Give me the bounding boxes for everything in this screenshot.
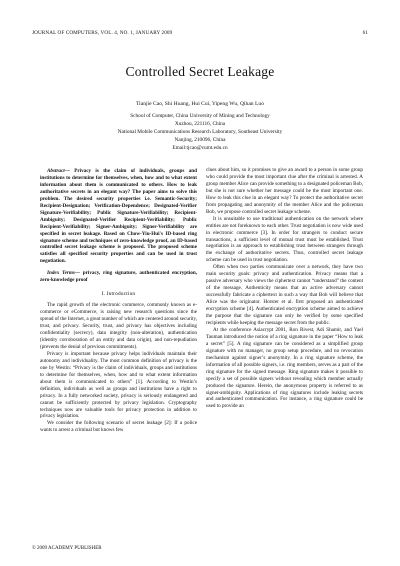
affiliation-city-2: Nanjing, 210096, China [174,137,226,143]
index-terms-label: Index Terms— [47,270,81,277]
running-header [32,30,368,36]
author-list: Tianjie Cao, Shi Huang, Hui Cui, Yipeng Wu, Qihan Luo [135,101,265,107]
body-paragraph: It is unsuitable to use traditional authentication on the network where entities are not foreknown to each other. Trust negotiation is now wide used in electronic commerce [3]. In order for strangers to conduct secure transactions, a sufficient level of mutual trust must be established. Trust negotiation is an approach to establishing trust between strangers through the exchange of authoritative secrets. Thus, controlled secret leakage scheme can be used in trust negotiation. [206,215,363,264]
left-column [40,168,197,434]
body-paragraph: We consider the following scenario of secret leakage [2]: If a police wants to arrest a criminal but knows few [40,420,197,434]
body-paragraph: Often when two parties communicate over a network, they have two main security goals: privacy and authentication. Privacy means that a passive adversary who views the ciphertext cannot “understand” the content of the message. Authenticity means that an active adversary cannot successfully fabricate a ciphertext in such a way that Bob will believe that Alice was the originator. Horster et al. first proposed an authenticated encryption scheme [4]. Authenticated encryption scheme aimed to achieve the purpose that the signature can only be verified by some specified recipients while keeping the message secret from the public. [206,264,363,326]
index-terms-text: privacy, ring signature, authenticated encryption, zero-knowledge proof [40,270,198,284]
affiliation-school: School of Computer, China University of Mining and Technology [130,113,270,119]
affiliation-city-1: Xuzhou, 221116, China [174,121,226,127]
copyright-footer: © 2009 ACADEMY PUBLISHER [32,546,102,551]
author-email: Email:tjcao@cumt.edu.cn [172,145,228,151]
body-paragraph: The rapid growth of the electronic commerce, commonly known as e-commerce or eCommerce, is raising new research questions since the spread of the Internet, a great number of which are centered around security, trust, and privacy. Security, trust, and privacy has objectives including confidentiality (secrecy), data integrity (non-alteration), authentication (identity corroboration of an entity and data origin), and non-repudiation (prevents the denial of previous commitments). [40,302,197,350]
body-paragraph: clues about him, so it promises to give an award to a person in some group who could provide the most important clue after the criminal is arrested. A group member Alice can provide something to a designated policeman Bob, but she is not sure whether her message could be the most important one. How to leak this clue in an elegant way? To protect the authoritative secret from propagating and anonymity of the member Alice and the policeman Bob, we propose controlled secret leakage scheme. [206,167,363,215]
abstract-label: Abstract— [47,168,70,174]
right-column [206,167,363,410]
abstract [40,168,197,265]
journal-citation: JOURNAL OF COMPUTERS, VOL. 4, NO. 1, JANUARY 2009 [32,30,173,36]
section-heading-introduction: I. Introduction [101,291,136,298]
abstract-text: Privacy is the claim of individuals, groups and institutions to determine for themselves, when, how and to what extent information about them is communicated to others. How to leak authoritative secrets in an elegant way? The paper aims to solve this problem. The desired security properties i.e. Semantic-Security; Recipient-Designation; Verification-Dependence; Designated-Verifier Signature-Verifiability; Public Signature-Verifiability; Recipient-Ambiguity; Designated-Verifier Recipient-Verifiability; Public Recipient-Verifiability; Signer-Ambiguity; Signer-Verifiability are specified in secret leakage. Based on Chow-Yiu-Hui's ID-based ring signature scheme and techniques of zero-knowledge proof, an ID-based controlled secret leakage scheme is proposed. The proposed scheme satisfies all specified security properties and can be used in trust negotiation. [40,168,197,265]
index-terms [40,270,197,284]
body-paragraph: Privacy is important because privacy helps individuals maintain their autonomy and individuality. The most common definition of privacy is the one by Westin: “Privacy is the claim of individuals, groups and institutions to determine for themselves, when, how and to what extent information about them is communicated to others” [1]. According to Westin’s definition, individuals as well as groups and institutions have a right to privacy. In a fully networked society, privacy is seriously endangered and cannot be sufficiently protected by privacy legislation. Cryptography techniques now are valuable tools for privacy protection in addition to privacy legislation. [40,350,197,420]
page-number: 61 [362,30,368,36]
affiliation-lab: National Mobile Communications Research Laboratory, Southeast University [117,129,283,135]
body-paragraph: At the conference Asiacrypt 2001, Ron Rivest, Adi Shamir, and Yael Tauman introduced the notion of a ring signature in the paper “How to leak a secret” [5]. A ring signature can be considered as a simplified group signature with no manager, no group setup procedure, and no revocation mechanism against signer’s anonymity. In a ring signature scheme, the information of all possible signers, i.e. ring members, serves as a part of the ring signature for the signed message. Ring signature makes it possible to specify a set of possible signers without revealing which member actually produced the signature. Herein, the anonymous property is referred to as signer-ambiguity. Applications of ring signatures include leaking secrets and authenticated communication. For instance, a ring signature could be used to provide an [206,326,363,410]
paper-title: Controlled Secret Leakage [125,64,275,79]
